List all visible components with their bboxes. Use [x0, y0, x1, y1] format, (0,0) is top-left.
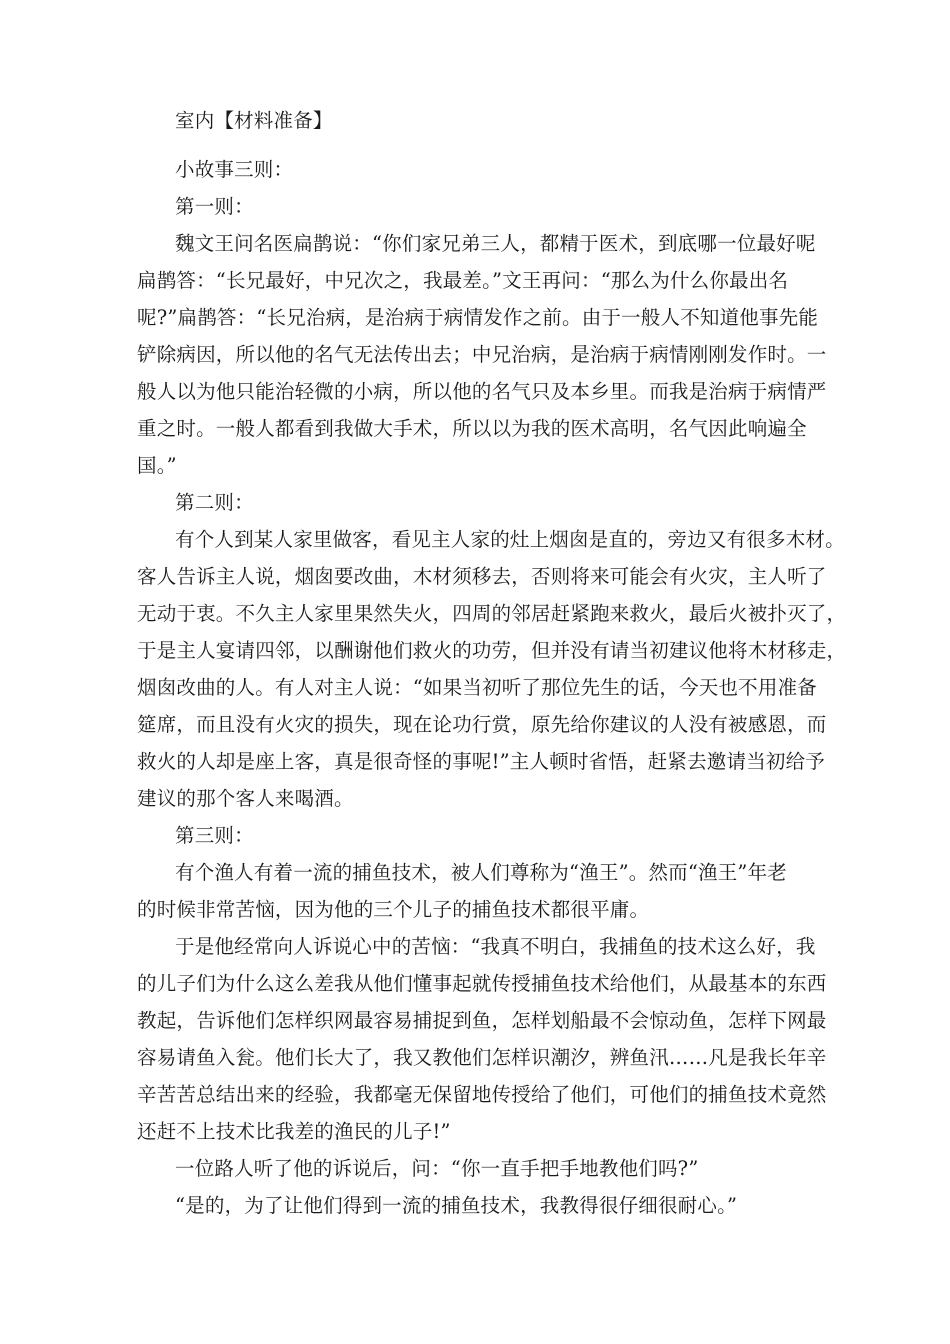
story-heading: 第一则： [175, 195, 254, 218]
paragraph-line: 有个人到某人家里做客，看见主人家的灶上烟囱是直的，旁边又有很多木材。 [175, 528, 845, 551]
paragraph-line: 呢?”扁鹊答：“长兄治病，是治病于病情发作之前。由于一般人不知道他事先能 [137, 306, 819, 329]
paragraph-line: 无动于衷。不久主人家里果然失火，四周的邻居赶紧跑来救火，最后火被扑灭了， [137, 602, 847, 625]
paragraph-line: 的时候非常苦恼，因为他的三个儿子的捕鱼技术都很平庸。 [137, 898, 650, 921]
paragraph-line: 教起，告诉他们怎样织网最容易捕捉到鱼，怎样划船最不会惊动鱼，怎样下网最 [137, 1009, 827, 1032]
paragraph-line: 有个渔人有着一流的捕鱼技术，被人们尊称为“渔王”。然而“渔王”年老 [175, 861, 787, 884]
paragraph-line: 于是主人宴请四邻，以酬谢他们救火的功劳，但并没有请当初建议他将木材移走， [137, 639, 847, 662]
paragraph-line: 般人以为他只能治轻微的小病，所以他的名气只及本乡里。而我是治病于病情严 [137, 380, 827, 403]
paragraph-line: 国。” [137, 454, 177, 477]
paragraph-line: 一位路人听了他的诉说后，问：“你一直手把手地教他们吗?” [175, 1157, 699, 1180]
paragraph-line: 小故事三则： [175, 158, 294, 181]
paragraph-line: 的儿子们为什么这么差我从他们懂事起就传授捕鱼技术给他们，从最基本的东西 [137, 972, 827, 995]
paragraph-line: 还赶不上技术比我差的渔民的儿子!” [137, 1120, 451, 1143]
paragraph-line: “是的，为了让他们得到一流的捕鱼技术，我教得很仔细很耐心。” [175, 1194, 738, 1217]
paragraph-line: 容易请鱼入瓮。他们长大了，我又教他们怎样识潮汐，辨鱼汛……凡是我长年辛 [137, 1046, 827, 1069]
paragraph-line: 烟囱改曲的人。有人对主人说：“如果当初听了那位先生的话，今天也不用准备 [137, 676, 817, 699]
paragraph-line: 于是他经常向人诉说心中的苦恼：“我真不明白，我捕鱼的技术这么好，我 [175, 935, 816, 958]
paragraph-line: 救火的人却是座上客，真是很奇怪的事呢!”主人顿时省悟，赶紧去邀请当初给予 [137, 750, 826, 773]
section-heading: 室内【材料准备】 [175, 109, 333, 132]
paragraph-line: 魏文王问名医扁鹊说：“你们家兄弟三人，都精于医术，到底哪一位最好呢 [175, 232, 816, 255]
paragraph-line: 重之时。一般人都看到我做大手术，所以以为我的医术高明，名气因此响遍全 [137, 417, 807, 440]
paragraph-line: 建议的那个客人来喝酒。 [137, 787, 354, 810]
paragraph-line: 筵席，而且没有火灾的损失，现在论功行赏，原先给你建议的人没有被感恩，而 [137, 713, 827, 736]
story-heading: 第二则： [175, 491, 254, 514]
story-heading: 第三则： [175, 824, 254, 847]
paragraph-line: 铲除病因，所以他的名气无法传出去；中兄治病，是治病于病情刚刚发作时。一 [137, 343, 827, 366]
paragraph-line: 扁鹊答：“长兄最好，中兄次之，我最差。”文王再问：“那么为什么你最出名 [137, 269, 789, 292]
paragraph-line: 辛苦苦总结出来的经验，我都毫无保留地传授给了他们，可他们的捕鱼技术竟然 [137, 1083, 827, 1106]
paragraph-line: 客人告诉主人说，烟囱要改曲，木材须移去，否则将来可能会有火灾，主人听了 [137, 565, 827, 588]
